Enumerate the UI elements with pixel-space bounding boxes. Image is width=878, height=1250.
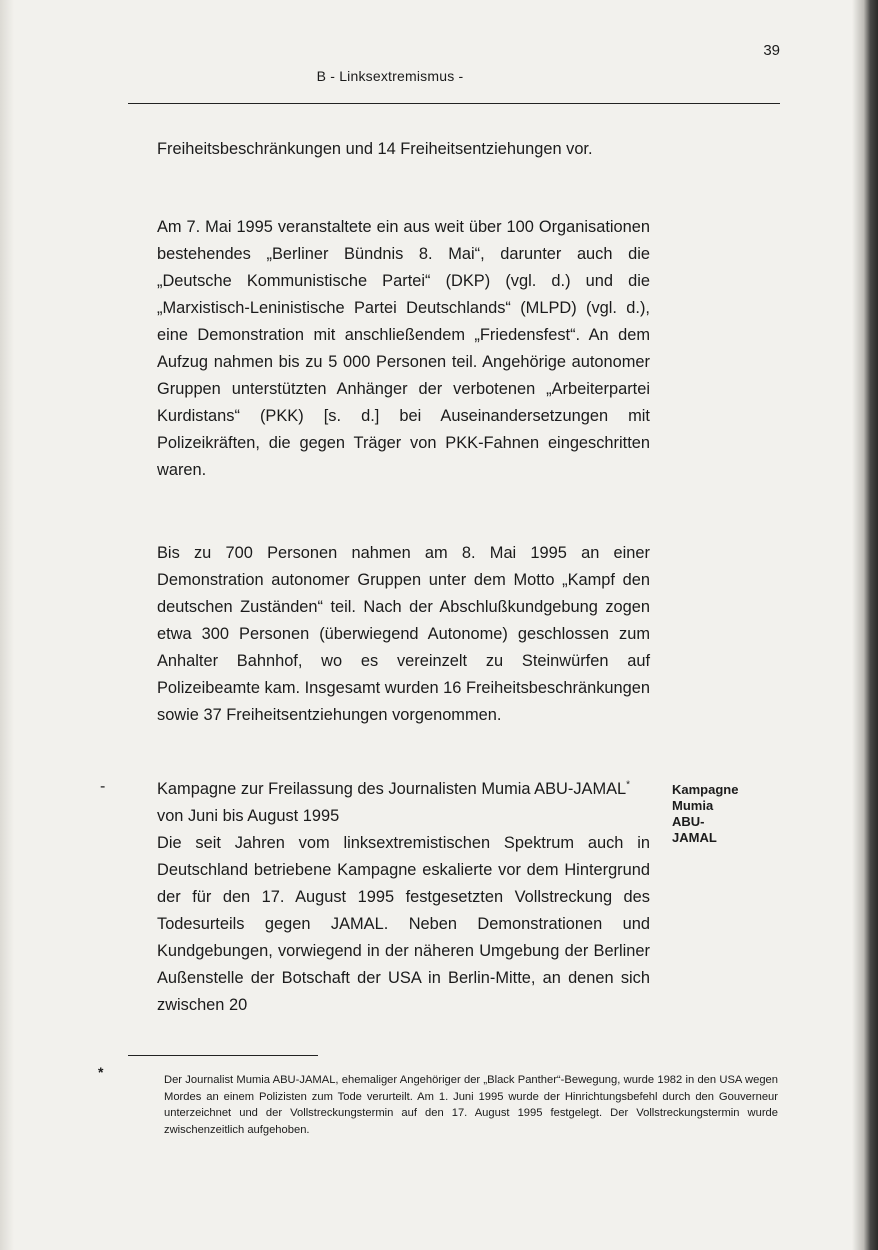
margin-note: Kampagne Mumia ABU- JAMAL (672, 782, 739, 845)
campaign-heading-dates: von Juni bis August 1995 (157, 807, 340, 825)
header-rule (128, 103, 780, 104)
footnote-marker: * (98, 1064, 104, 1080)
paragraph-1: Freiheitsbeschränkungen und 14 Freiheitsentziehungen vor. (157, 140, 593, 158)
page-edge-left (0, 0, 14, 1250)
running-header: B - Linksextremismus - (316, 68, 464, 84)
page-edge-right (852, 0, 878, 1250)
footnote-rule (128, 1055, 318, 1056)
campaign-heading (157, 776, 650, 830)
paragraph-3: Bis zu 700 Personen nahmen am 8. Mai 1995 an einer Demonstration autonomer Gruppen unter dem Motto „Kampf den deutschen Zuständen“ teil. Nach der Abschlußkundgebung zogen etwa 300 Personen (überwiegend Autonome) geschlossen zum Anhalter Bahnhof, wo es vereinzelt zu Steinwürfen auf Polizeibeamte kam. Insgesamt wurden 16 Freiheitsbeschränkungen sowie 37 Freiheitsentziehungen vorgenommen. (157, 544, 650, 724)
page-number: 39 (763, 42, 780, 59)
footnote-reference: * (626, 779, 631, 791)
list-dash: - (100, 778, 106, 795)
paragraph-2: Am 7. Mai 1995 veranstaltete ein aus weit über 100 Organisationen bestehendes „Berliner Bündnis 8. Mai“, darunter auch die „Deutsche Kommunistische Partei“ (DKP) (vgl. d.) und die „Marxistisch-Leninistische Partei Deutschlands“ (MLPD) (vgl. d.), eine Demonstration mit anschließendem „Friedensfest“. An dem Aufzug nahmen bis zu 5 000 Personen teil. Angehörige autonomer Gruppen unterstützten Anhänger der verbotenen „Arbeiterpartei Kurdistans“ (PKK) [s. d.] bei Auseinandersetzungen mit Polizeikräften, die gegen Träger von PKK-Fahnen eingeschritten waren. (157, 218, 650, 479)
campaign-section (157, 776, 650, 1019)
footnote-text: Der Journalist Mumia ABU-JAMAL, ehemaliger Angehöriger der „Black Panther“-Bewegung, wurde 1982 in den USA wegen Mordes an einem Polizisten zum Tode verurteilt. Am 1. Juni 1995 wurde der Hinrichtungsbefehl durch den Gouverneur unterzeichnet und der Vollstreckungstermin auf den 17. August 1995 festgelegt. Der Vollstreckungstermin wurde zwischenzeitlich aufgehoben. (164, 1074, 778, 1136)
campaign-body: Die seit Jahren vom linksextremistischen Spektrum auch in Deutschland betriebene Kampagne eskalierte vor dem Hintergrund der für den 17. August 1995 festgesetzten Vollstreckung des Todesurteils gegen JAMAL. Neben Demonstrationen und Kundgebungen, vorwiegend in der näheren Umgebung der Berliner Außenstelle der Botschaft der USA in Berlin-Mitte, an denen sich zwischen 20 (157, 834, 650, 1014)
campaign-heading-text: Kampagne zur Freilassung des Journalisten Mumia ABU-JAMAL (157, 780, 627, 798)
